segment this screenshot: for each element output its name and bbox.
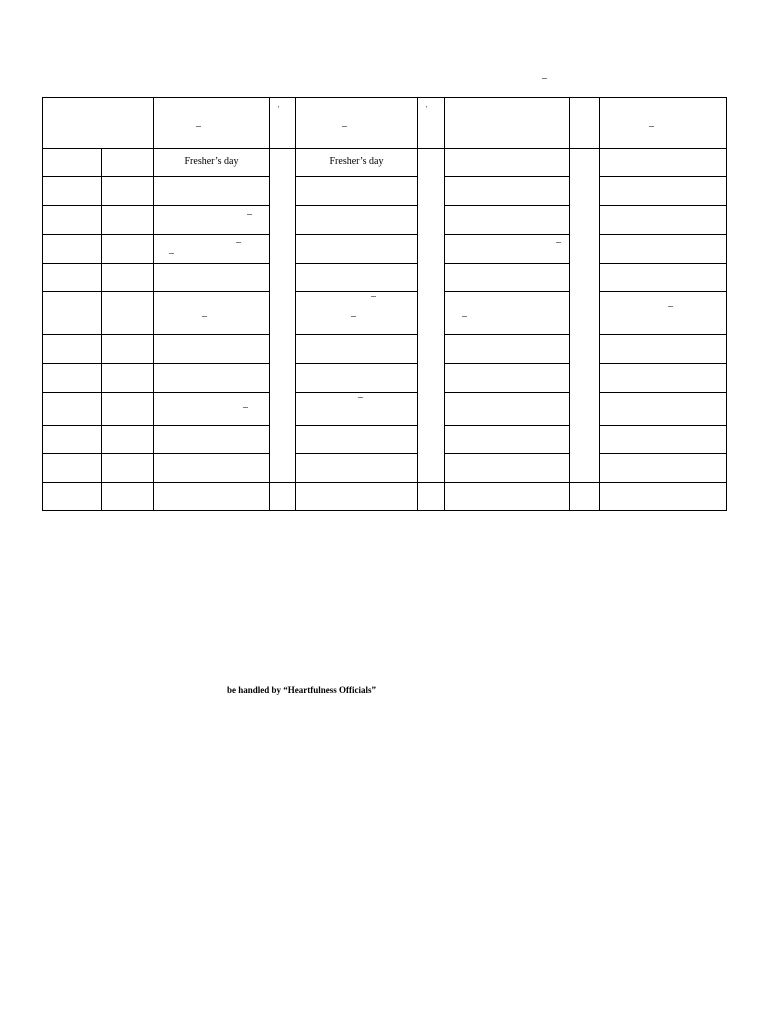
dash-mark: –: [342, 121, 347, 132]
table-cell: [296, 292, 418, 335]
table-cell: [102, 206, 154, 235]
footer-note: be handled by “Heartfulness Officials”: [227, 685, 377, 695]
table-cell: [445, 292, 570, 335]
table-cell: [445, 454, 570, 483]
dash-mark: –: [247, 209, 252, 220]
table-cell: [445, 393, 570, 426]
dash-mark: –: [202, 311, 207, 322]
table-cell: [296, 454, 418, 483]
table-cell: [418, 149, 445, 483]
table-header-row: [43, 98, 727, 149]
table-cell: [154, 483, 270, 511]
table-cell: [296, 264, 418, 292]
table-cell: [600, 292, 727, 335]
table-row: [43, 264, 727, 292]
schedule-table: [42, 97, 727, 511]
tick-mark: ': [426, 105, 428, 113]
table-cell: [154, 149, 270, 177]
header-cell: [600, 98, 727, 149]
dash-mark: –: [358, 392, 363, 403]
table-cell: [43, 483, 102, 511]
table-cell: [600, 177, 727, 206]
table-cell: [43, 264, 102, 292]
table-row: [43, 235, 727, 264]
table-cell: [43, 393, 102, 426]
table-cell: [270, 483, 296, 511]
freshers-day-label: Fresher’s day: [329, 156, 384, 167]
table-cell: [445, 335, 570, 364]
dash-mark: –: [462, 311, 467, 322]
table-cell: [154, 335, 270, 364]
tick-mark: ': [278, 105, 280, 113]
table-row: [43, 335, 727, 364]
top-dash-mark: –: [542, 73, 547, 84]
table-cell: [445, 264, 570, 292]
table-cell: [102, 483, 154, 511]
header-cell: [296, 98, 418, 149]
dash-mark: –: [649, 121, 654, 132]
table-cell: [445, 149, 570, 177]
header-cell: [418, 98, 445, 149]
table-row: [43, 393, 727, 426]
table-row: [43, 177, 727, 206]
table-cell: [43, 454, 102, 483]
dash-mark: –: [236, 237, 241, 248]
table-cell: [43, 149, 102, 177]
table-cell: [445, 206, 570, 235]
table-cell: [600, 149, 727, 177]
dash-mark: –: [169, 248, 174, 259]
table-cell: [102, 335, 154, 364]
header-cell: [445, 98, 570, 149]
table-cell: [570, 483, 600, 511]
table-row: [43, 483, 727, 511]
table-cell: [102, 235, 154, 264]
table-cell: [102, 292, 154, 335]
freshers-day-label: Fresher’s day: [184, 156, 239, 167]
table-cell: [600, 393, 727, 426]
table-cell: [270, 149, 296, 483]
table-cell: [600, 206, 727, 235]
table-row: [43, 454, 727, 483]
table-cell: [600, 426, 727, 454]
table-cell: [102, 177, 154, 206]
table-cell: [296, 235, 418, 264]
table-cell: [43, 335, 102, 364]
table-cell: [445, 364, 570, 393]
table-cell: [296, 426, 418, 454]
table-cell: [154, 393, 270, 426]
table-cell: [600, 264, 727, 292]
table-cell: [600, 454, 727, 483]
table-cell: [418, 483, 445, 511]
table-cell: [154, 292, 270, 335]
table-cell: [154, 177, 270, 206]
table-cell: [296, 149, 418, 177]
table-cell: [102, 149, 154, 177]
table-cell: [43, 426, 102, 454]
dash-mark: –: [351, 311, 356, 322]
table-cell: [154, 364, 270, 393]
table-cell: [296, 335, 418, 364]
table-cell: [43, 206, 102, 235]
table-cell: [102, 454, 154, 483]
table-cell: [600, 235, 727, 264]
table-cell: [296, 393, 418, 426]
table-cell: [296, 177, 418, 206]
table-cell: [296, 364, 418, 393]
table-cell: [600, 335, 727, 364]
table-cell: [570, 149, 600, 483]
header-cell: [154, 98, 270, 149]
table-cell: [445, 483, 570, 511]
table-cell: [43, 364, 102, 393]
dash-mark: –: [196, 121, 201, 132]
table-row: [43, 426, 727, 454]
table-cell: [445, 426, 570, 454]
header-cell: [570, 98, 600, 149]
table-cell: [154, 264, 270, 292]
table-row: [43, 206, 727, 235]
table-cell: [102, 264, 154, 292]
table-cell: [296, 206, 418, 235]
table-cell: [154, 454, 270, 483]
table-cell: [296, 483, 418, 511]
table-cell: [445, 235, 570, 264]
table-row: [43, 149, 727, 177]
header-cell: [43, 98, 154, 149]
table-cell: [102, 426, 154, 454]
table-cell: [600, 364, 727, 393]
table-row: [43, 292, 727, 335]
table-cell: [43, 177, 102, 206]
table-cell: [154, 426, 270, 454]
dash-mark: –: [371, 291, 376, 302]
table-cell: [600, 483, 727, 511]
header-cell: [270, 98, 296, 149]
table-cell: [102, 364, 154, 393]
table-cell: [43, 292, 102, 335]
table-cell: [154, 235, 270, 264]
dash-mark: –: [556, 237, 561, 248]
table-row: [43, 364, 727, 393]
dash-mark: –: [668, 301, 673, 312]
table-cell: [445, 177, 570, 206]
table-cell: [102, 393, 154, 426]
dash-mark: –: [243, 402, 248, 413]
table-cell: [43, 235, 102, 264]
table-cell: [154, 206, 270, 235]
